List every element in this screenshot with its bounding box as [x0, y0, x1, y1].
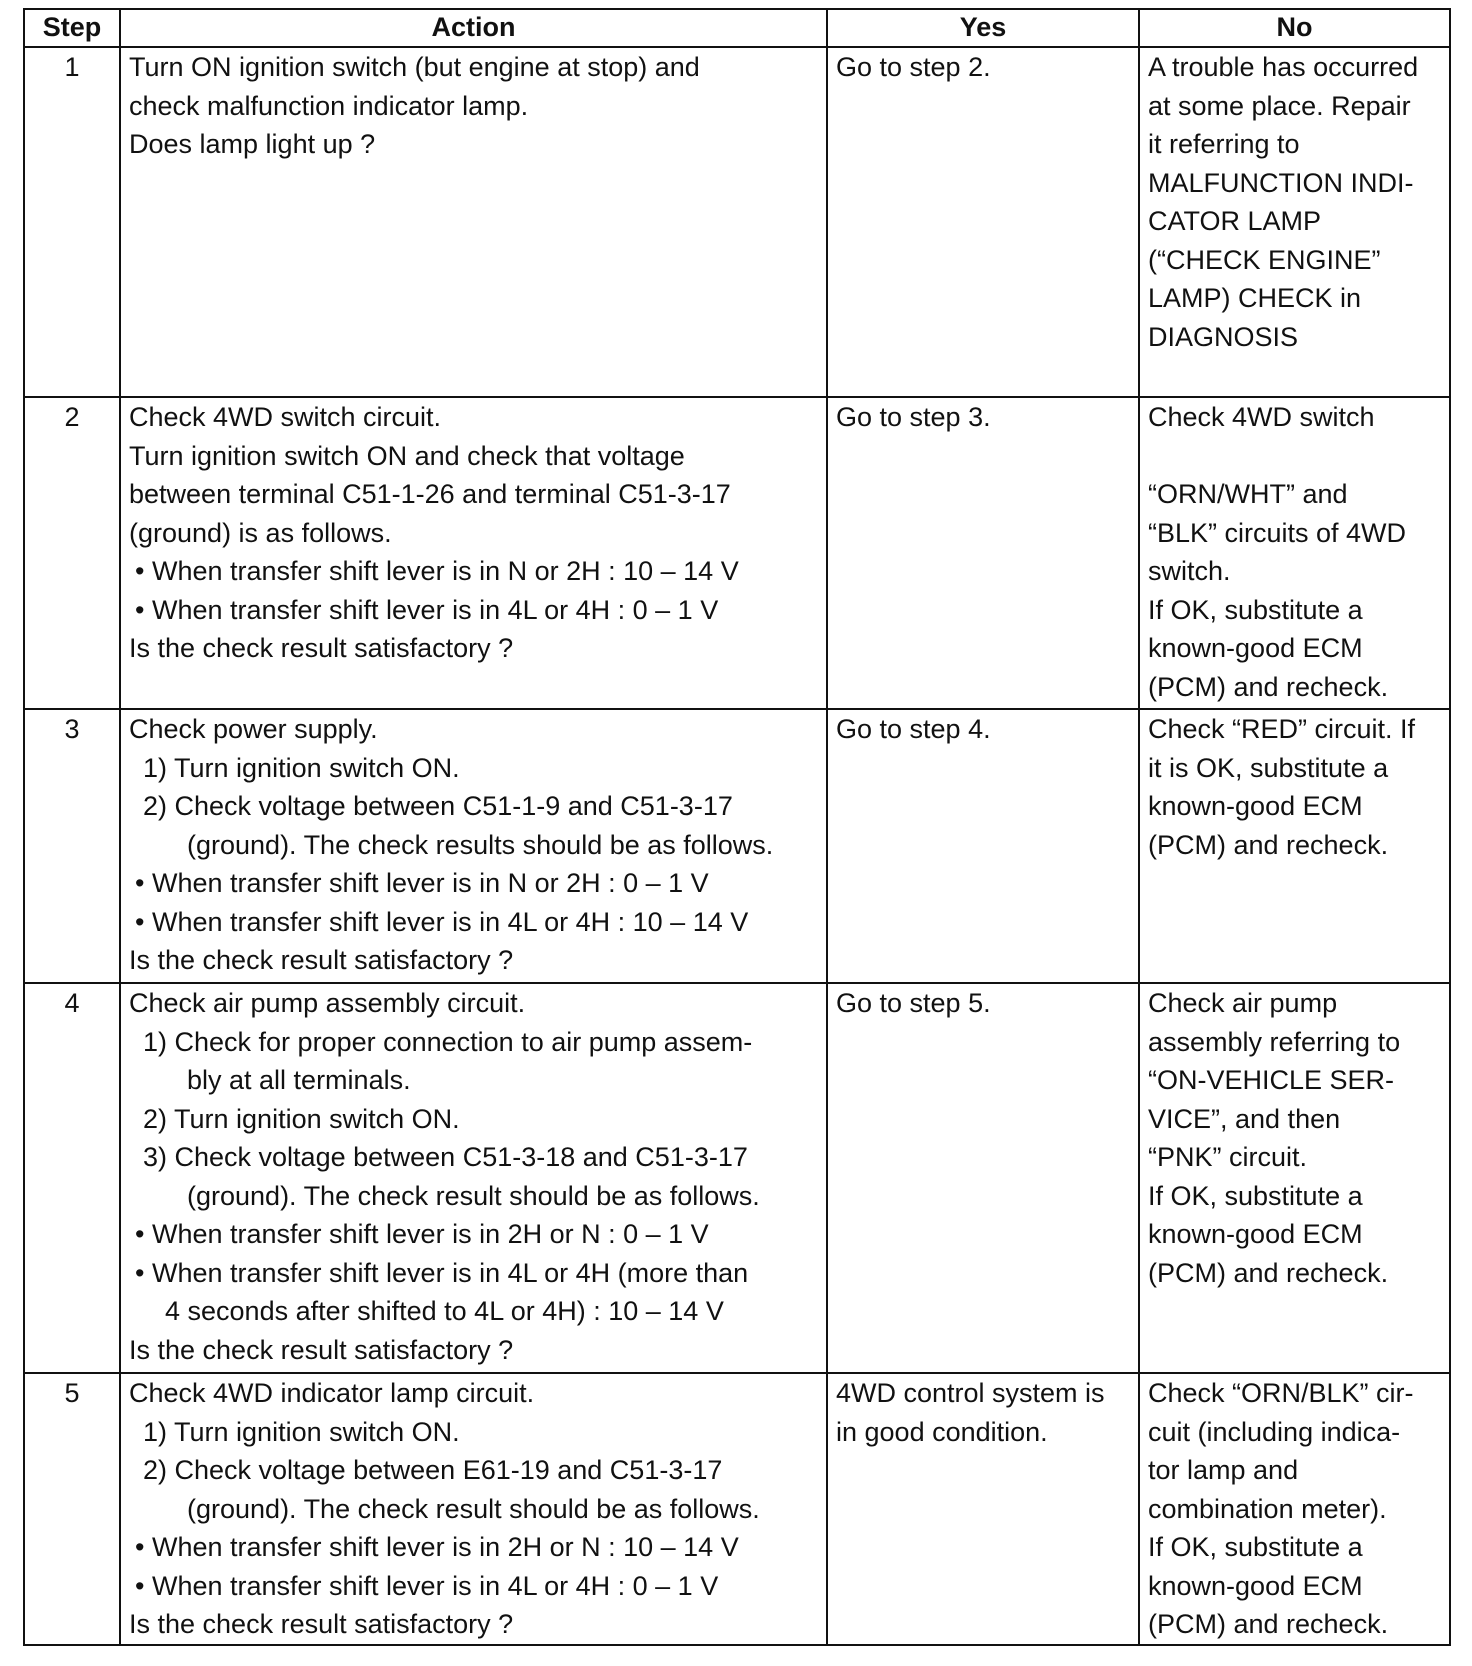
no-cell	[1139, 983, 1450, 1373]
header-step: Step	[24, 9, 120, 47]
no-line: “ON-VEHICLE SER-	[1148, 1065, 1395, 1095]
action-bullet: • When transfer shift lever is in 4L or 4H : 0 – 1 V	[135, 594, 719, 625]
no-line: combination meter).	[1148, 1493, 1387, 1524]
action-cell	[120, 47, 827, 397]
yes-line: 4WD control system is	[836, 1378, 1105, 1408]
step-number: 2	[24, 397, 120, 709]
table-row	[24, 1373, 1450, 1645]
no-line: “BLK” circuits of 4WD	[1148, 517, 1407, 548]
no-line: it is OK, substitute a	[1148, 752, 1389, 783]
action-substep: 1) Check for proper connection to air pump assem-	[143, 1026, 753, 1057]
step-number: 3	[24, 709, 120, 983]
no-cell	[1139, 47, 1450, 397]
spacer	[1148, 437, 1449, 476]
no-line: Check “RED” circuit. If	[1148, 714, 1416, 744]
action-bullet: • When transfer shift lever is in 4L or 4H : 0 – 1 V	[135, 1570, 719, 1601]
action-bullet: • When transfer shift lever is in 4L or 4H (more than	[135, 1257, 749, 1288]
yes-line: Go to step 4.	[836, 714, 991, 744]
action-line: Check air pump assembly circuit.	[129, 988, 526, 1018]
action-bullet: • When transfer shift lever is in 2H or N : 10 – 14 V	[135, 1532, 739, 1562]
no-line: MALFUNCTION INDI-	[1148, 167, 1414, 198]
action-line: Turn ignition switch ON and check that voltage	[129, 440, 685, 471]
no-line: (PCM) and recheck.	[1148, 1609, 1389, 1639]
action-bullet: • When transfer shift lever is in 4L or 4H : 10 – 14 V	[135, 906, 749, 937]
table-row	[24, 709, 1450, 983]
action-substep-cont: (ground). The check results should be as follows.	[187, 829, 774, 860]
action-line: Is the check result satisfactory ?	[129, 633, 514, 663]
no-line: DIAGNOSIS	[1148, 321, 1299, 352]
yes-line: Go to step 5.	[836, 988, 991, 1018]
action-line: between terminal C51-1-26 and terminal C51-3-17	[129, 479, 731, 509]
yes-line: Go to step 3.	[836, 402, 991, 432]
header-action: Action	[120, 9, 827, 47]
no-line: Check air pump	[1148, 988, 1338, 1018]
action-bullet: • When transfer shift lever is in N or 2H : 10 – 14 V	[135, 556, 739, 586]
no-line: assembly referring to	[1148, 1026, 1401, 1057]
no-cell	[1139, 1373, 1450, 1645]
action-substep-cont: (ground). The check result should be as follows.	[187, 1493, 760, 1524]
no-line: (PCM) and recheck.	[1148, 829, 1389, 860]
no-line: CATOR LAMP	[1148, 206, 1322, 236]
yes-cell	[827, 983, 1139, 1373]
no-line: Check “ORN/BLK” cir-	[1148, 1378, 1414, 1408]
header-row	[24, 9, 1450, 47]
step-number: 4	[24, 983, 120, 1373]
no-line: If OK, substitute a	[1148, 1180, 1363, 1211]
action-line: Check 4WD indicator lamp circuit.	[129, 1378, 535, 1408]
header-no: No	[1139, 9, 1450, 47]
action-line: Does lamp light up ?	[129, 129, 376, 159]
yes-cell	[827, 397, 1139, 709]
action-line: Check power supply.	[129, 714, 378, 744]
action-line: check malfunction indicator lamp.	[129, 90, 529, 121]
table-row	[24, 47, 1450, 397]
action-line: Turn ON ignition switch (but engine at stop) and	[129, 52, 700, 82]
no-line: VICE”, and then	[1148, 1103, 1341, 1134]
yes-cell	[827, 1373, 1139, 1645]
action-bullet-cont: 4 seconds after shifted to 4L or 4H) : 10 – 14 V	[165, 1296, 724, 1326]
step-number: 1	[24, 47, 120, 397]
yes-line: in good condition.	[836, 1416, 1048, 1447]
action-substep-cont: bly at all terminals.	[187, 1065, 411, 1095]
action-line: Check 4WD switch circuit.	[129, 402, 442, 432]
action-substep: 2) Check voltage between E61-19 and C51-3-17	[143, 1455, 723, 1485]
action-line: (ground) is as follows.	[129, 517, 392, 548]
no-line: If OK, substitute a	[1148, 594, 1363, 625]
no-line: (PCM) and recheck.	[1148, 671, 1389, 702]
action-substep: 1) Turn ignition switch ON.	[143, 1416, 460, 1447]
no-line: “ORN/WHT” and	[1148, 479, 1348, 509]
no-line: at some place. Repair	[1148, 90, 1411, 121]
action-substep-cont: (ground). The check result should be as follows.	[187, 1180, 760, 1211]
action-line: Is the check result satisfactory ?	[129, 1609, 514, 1639]
step-number: 5	[24, 1373, 120, 1645]
action-cell	[120, 983, 827, 1373]
action-substep: 1) Turn ignition switch ON.	[143, 752, 460, 783]
yes-line: Go to step 2.	[836, 52, 991, 82]
action-bullet: • When transfer shift lever is in 2H or N : 0 – 1 V	[135, 1219, 709, 1249]
yes-cell	[827, 709, 1139, 983]
no-line: A trouble has occurred	[1148, 52, 1419, 82]
diagnostic-table	[23, 8, 1451, 1646]
action-line: Is the check result satisfactory ?	[129, 1334, 514, 1365]
action-substep: 2) Check voltage between C51-1-9 and C51-3-17	[143, 791, 733, 821]
no-line: known-good ECM	[1148, 633, 1363, 663]
action-bullet: • When transfer shift lever is in N or 2H : 0 – 1 V	[135, 868, 709, 898]
no-line: known-good ECM	[1148, 1570, 1363, 1601]
no-cell	[1139, 709, 1450, 983]
no-line: LAMP) CHECK in	[1148, 283, 1362, 313]
no-line: “PNK” circuit.	[1148, 1142, 1308, 1172]
action-cell	[120, 709, 827, 983]
table-row	[24, 397, 1450, 709]
no-line: (“CHECK ENGINE”	[1148, 244, 1381, 275]
no-cell	[1139, 397, 1450, 709]
action-substep: 3) Check voltage between C51-3-18 and C51-3-17	[143, 1142, 748, 1172]
no-line: tor lamp and	[1148, 1455, 1299, 1485]
no-line: known-good ECM	[1148, 791, 1363, 821]
action-substep: 2) Turn ignition switch ON.	[143, 1103, 460, 1134]
no-line: switch.	[1148, 556, 1231, 586]
no-line: Check 4WD switch	[1148, 402, 1375, 432]
action-cell	[120, 397, 827, 709]
no-line: it referring to	[1148, 129, 1300, 159]
header-yes: Yes	[827, 9, 1139, 47]
yes-cell	[827, 47, 1139, 397]
no-line: known-good ECM	[1148, 1219, 1363, 1249]
action-line: Is the check result satisfactory ?	[129, 945, 514, 975]
no-line: If OK, substitute a	[1148, 1532, 1363, 1562]
action-cell	[120, 1373, 827, 1645]
no-line: cuit (including indica-	[1148, 1416, 1401, 1447]
no-line: (PCM) and recheck.	[1148, 1257, 1389, 1288]
table-row	[24, 983, 1450, 1373]
